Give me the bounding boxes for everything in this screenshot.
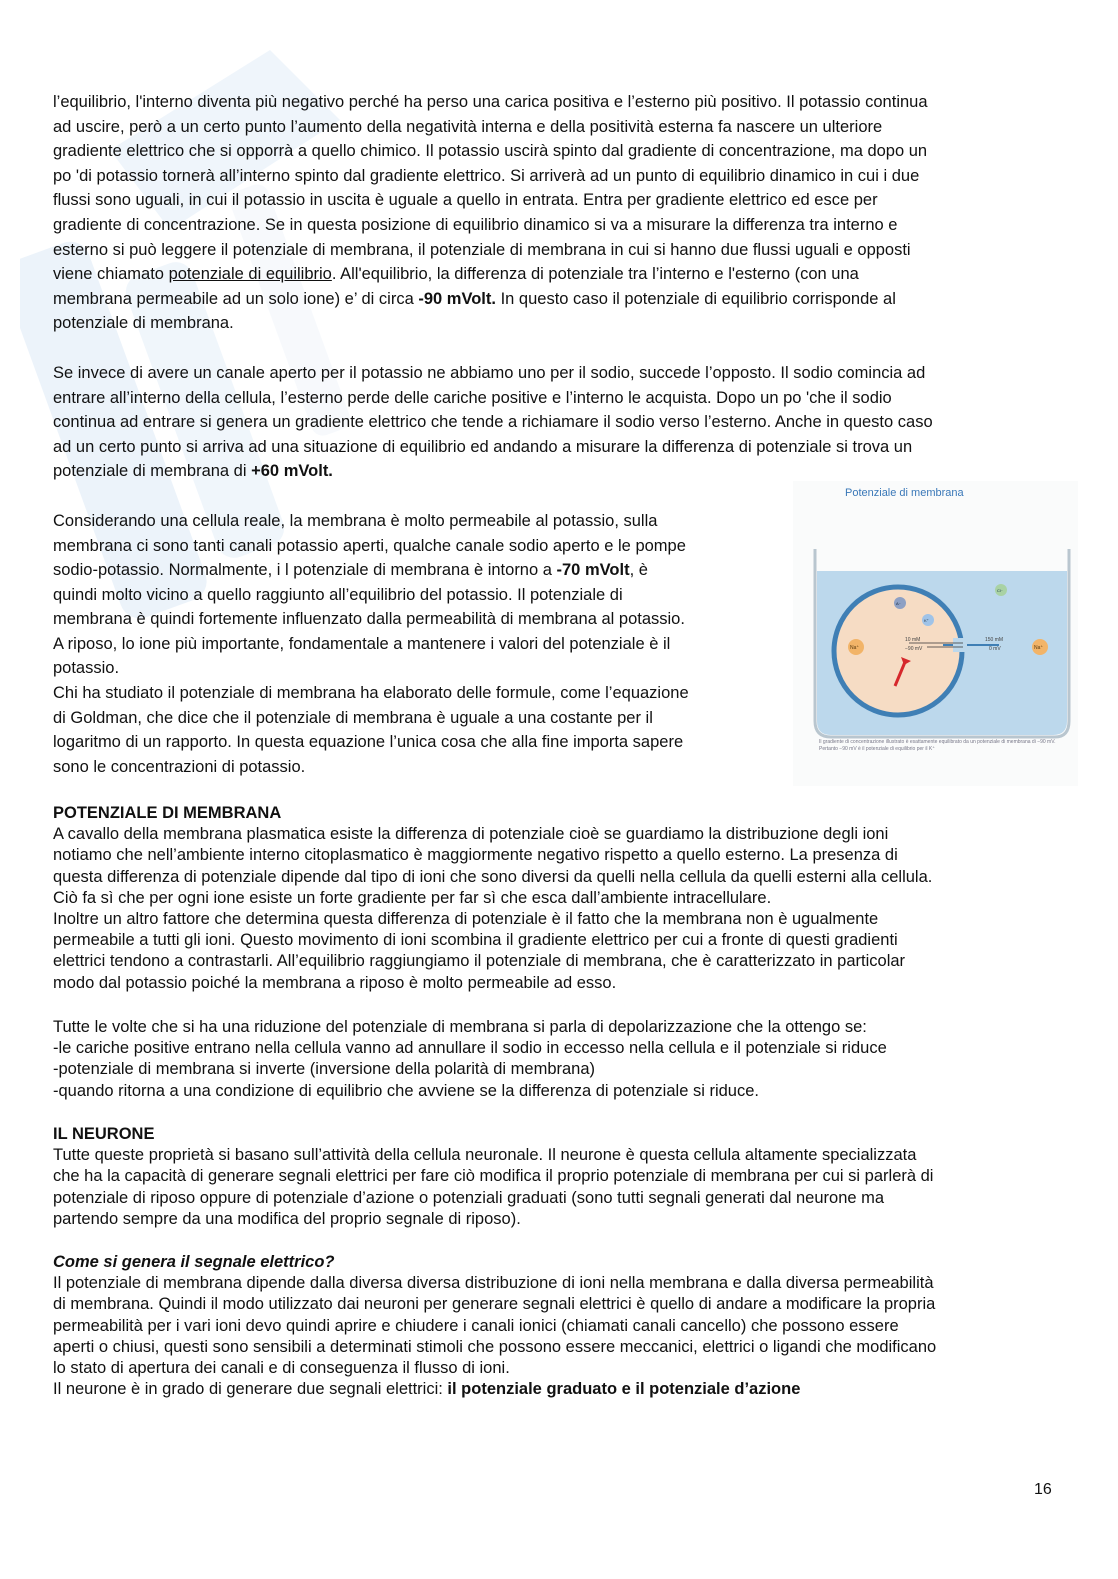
text-fragment: , è: [629, 561, 648, 579]
text-fragment: viene chiamato: [53, 265, 169, 284]
text-line: gradiente elettrico che si opporrà a quello chimico. Il potassio uscirà spinto dal gradiente di concentrazione, ma dopo un: [53, 142, 928, 161]
text-line: ad un certo punto si arriva ad una situazione di equilibrio ed andando a misurare la differenza di potenziale si trova un: [53, 437, 913, 456]
section-membrane-potential: [53, 803, 1058, 994]
label-outside-conc: 150 mM: [985, 637, 1004, 643]
text-line: logaritmo di un rapporto. In questa equazione l’unica cosa che alla fine importa sapere: [53, 733, 684, 751]
ion-a-label: A⁻: [896, 601, 901, 606]
text-line: notiamo che nell’ambiente interno citoplasmatico è maggiormente negativo rispetto a quello esterno. La presenza di: [53, 846, 898, 865]
membrane-potential-figure: [793, 481, 1078, 786]
text-line: flussi sono uguali, in cui il potassio in uscita è uguale a quello in entrata. Entra per gradiente elettrico ed esce per: [53, 191, 878, 210]
text-fragment: Il neurone è in grado di generare due segnali elettrici:: [53, 1380, 448, 1399]
heading-come-si-genera: Come si genera il segnale elettrico?: [53, 1253, 335, 1271]
figure-caption: Il gradiente di concentrazione illustrato è esattamente equilibrato da un potenziale di membrana di −90 mV. Pertanto −90 mV è il potenziale di equilibrio per il K⁺: [819, 739, 1056, 752]
underlined-term-equilibrium: potenziale di equilibrio: [168, 265, 332, 284]
text-line: [53, 1379, 1058, 1400]
text-line: potenziale di riposo oppure di potenziale d’azione o potenziali graduati (sono tutti segnali generati dal neurone ma: [53, 1188, 885, 1207]
text-line: Considerando una cellula reale, la membrana è molto permeabile al potassio, sulla: [53, 512, 658, 530]
text-line: A cavallo della membrana plasmatica esiste la differenza di potenziale cioè se guardiamo la distribuzione degli ioni: [53, 825, 889, 844]
text-line: continua ad entrare si genera un gradiente elettrico che tende a richiamare il sodio verso l’esterno. Anche in questo caso: [53, 413, 933, 432]
text-fragment: In questo caso il potenziale di equilibrio corrisponde al: [495, 289, 896, 308]
page-number: 16: [1034, 1481, 1052, 1498]
section-depolarization: [53, 1017, 1058, 1102]
section-neuron: [53, 1124, 1058, 1230]
text-line: esterno si può leggere il potenziale di membrana, il potenziale di membrana in cui si hanno due flussi uguali e opposti: [53, 240, 911, 259]
ion-k-label: K⁺: [924, 618, 929, 623]
text-line: A riposo, lo ione più importante, fondamentale a mantenere i valori del potenziale è il: [53, 634, 671, 653]
text-line: -quando ritorna a una condizione di equilibrio che avviene se la differenza di potenziale si riduce.: [53, 1081, 759, 1100]
text-line: lo stato di apertura dei canali e di conseguenza il flusso di ioni.: [53, 1359, 510, 1378]
text-line: -le cariche positive entrano nella cellula vanno ad annullare il sodio in eccesso nella cellula e il potenziale si riduce: [53, 1039, 887, 1058]
text-line: potenziale di membrana.: [53, 314, 234, 333]
text-line: -potenziale di membrana si inverte (inversione della polarità di membrana): [53, 1060, 596, 1079]
text-line: entrare all’interno della cellula, l’esterno perde delle cariche positive e l’interno le acquista. Dopo un po 'che il sodio: [53, 388, 892, 407]
text-line: membrana è quindi fortemente influenzato dalla permeabilità di membrana al potassio.: [53, 610, 685, 628]
label-inside-conc: 10 mM: [905, 637, 921, 643]
ion-na-right-label: Na⁺: [1034, 645, 1044, 651]
paragraph-goldman: [53, 681, 775, 779]
text-line: membrana ci sono tanti canali potassio aperti, qualche canale sodio aperto e le pompe: [53, 536, 686, 555]
text-line: che ha la capacità di generare segnali elettrici per fare ciò modifica il proprio potenziale di membrana per cui si parlerà di: [53, 1167, 934, 1186]
label-outside-volt: 0 mV: [989, 646, 1001, 652]
text-line: permeabile a tutti gli ioni. Questo movimento di ioni scombina il gradiente elettrico per cui a fronte di questi gradienti: [53, 931, 898, 950]
text-line: potassio.: [53, 659, 120, 677]
text-line: aperti o chiusi, questi sono sensibili a determinati stimoli che possono essere meccanici, elettrici o ligandi che modificano: [53, 1337, 937, 1356]
section-signal-generation: [53, 1252, 1058, 1400]
figure-title: Potenziale di membrana: [845, 487, 964, 499]
paragraph-sodium: [53, 361, 1053, 484]
text-fragment: potenziale di membrana di: [53, 462, 252, 481]
text-line: l’equilibrio, l'interno diventa più negativo perché ha perso una carica positiva e l’esterno più positivo. Il potassio continua: [53, 93, 928, 111]
ion-na-left-label: Na⁺: [850, 645, 860, 651]
text-fragment: . All'equilibrio, la differenza di potenziale tra l’interno e l'esterno (con una: [331, 265, 859, 284]
text-fragment: membrana permeabile ad un solo ione) e’ di circa: [53, 289, 419, 308]
text-line: di membrana. Quindi il modo utilizzato dai neuroni per generare segnali elettrici è quello di andare a modificare la propria: [53, 1295, 936, 1314]
text-line: [53, 287, 1053, 312]
text-line: permeabilità per i vari ioni devo quindi aprire e chiudere i canali ionici (chiamati canali cancello) che possono essere: [53, 1316, 899, 1335]
text-line: elettrici tendono a contrastarli. All’equilibrio raggiungiamo il potenziale di membrana, che è caratterizzato in particolar: [53, 952, 906, 971]
text-line: quindi molto vicino a quello raggiunto all’equilibrio del potassio. Il potenziale di: [53, 585, 623, 604]
text-fragment: sodio-potassio. Normalmente, i l potenziale di membrana è intorno a: [53, 561, 557, 579]
text-line: Se invece di avere un canale aperto per il potassio ne abbiamo uno per il sodio, succede l’opposto. Il sodio comincia ad: [53, 364, 926, 382]
channel-gap: [953, 638, 967, 652]
text-line: gradiente di concentrazione. Se in questa posizione di equilibrio dinamico si va a misurare la differenza tra interno e: [53, 215, 898, 234]
text-line: ad uscire, però a un certo punto l’aumento della negatività interna e della positività esterna fa nascere un ulteriore: [53, 117, 883, 136]
text-line: Ciò fa sì che per ogni ione esiste un forte gradiente per far sì che esca dall’ambiente intracellulare.: [53, 888, 772, 907]
label-inside-volt: −90 mV: [905, 646, 923, 652]
text-line: di Goldman, che dice che il potenziale di membrana è uguale a una costante per il: [53, 708, 653, 727]
text-line: modo dal potassio poiché la membrana a riposo è molto permeabile ad esso.: [53, 973, 617, 992]
text-line: Chi ha studiato il potenziale di membrana ha elaborato delle formule, come l’equazione: [53, 684, 689, 702]
text-line: [53, 558, 775, 583]
text-line: [53, 262, 1053, 287]
bold-value-minus-70: -70 mVolt: [556, 561, 630, 579]
text-line: Il potenziale di membrana dipende dalla diversa diversa distribuzione di ioni nella membrana e dalla diversa permeabilità: [53, 1274, 934, 1293]
ion-cl-label: Cl⁻: [997, 588, 1003, 593]
text-line: partendo sempre da una modifica del proprio segnale di riposo).: [53, 1209, 521, 1228]
paragraph-real-cell: [53, 509, 775, 681]
text-line: Inoltre un altro fattore che determina questa differenza di potenziale è il fatto che la membrana non è ugualmente: [53, 910, 879, 929]
text-line: po 'di potassio tornerà all’interno spinto dal gradiente elettrico. Si arriverà ad un punto di equilibrio dinamico in cui i due: [53, 166, 920, 185]
heading-il-neurone: IL NEURONE: [53, 1125, 155, 1143]
text-line: Tutte le volte che si ha una riduzione del potenziale di membrana si parla di depolarizzazione che la ottengo se:: [53, 1018, 867, 1036]
text-line: Tutte queste proprietà si basano sull’attività della cellula neuronale. Il neurone è questa cellula altamente specializzata: [53, 1146, 917, 1165]
heading-potenziale-di-membrana: POTENZIALE DI MEMBRANA: [53, 804, 282, 822]
text-line: sono le concentrazioni di potassio.: [53, 757, 306, 776]
text-line: questa differenza di potenziale dipende dal tipo di ioni che sono diversi da quelli nella cellula da quelli esterni alla cellula.: [53, 867, 933, 886]
paragraph-equilibrium-potassium: [53, 90, 1053, 336]
bold-value-minus-90: -90 mVolt.: [418, 289, 496, 308]
bold-two-signals: il potenziale graduato e il potenziale d’azione: [447, 1380, 801, 1399]
bold-value-plus-60: +60 mVolt.: [251, 462, 333, 481]
